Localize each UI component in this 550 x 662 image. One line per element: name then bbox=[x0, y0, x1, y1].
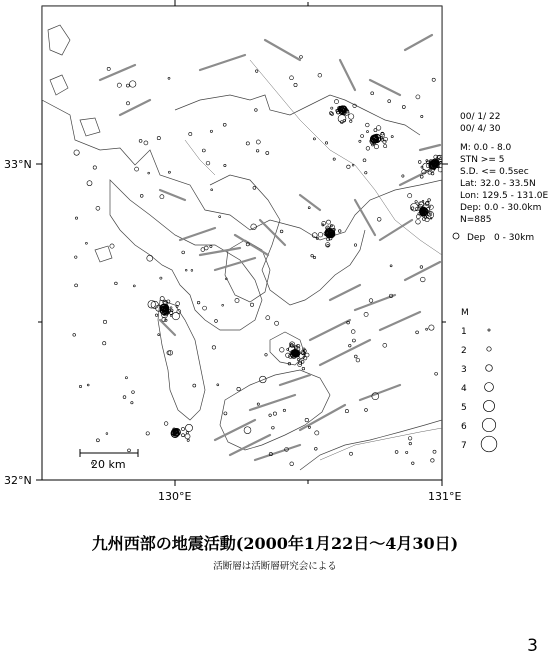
earthquake-marker bbox=[313, 256, 315, 258]
magnitude-legend-circle bbox=[485, 383, 494, 392]
magnitude-legend-circle bbox=[488, 329, 490, 331]
scale-bar-label: 20 km bbox=[91, 458, 126, 471]
earthquake-marker bbox=[433, 450, 436, 453]
earthquake-marker bbox=[139, 139, 142, 142]
earthquake-marker bbox=[338, 230, 341, 233]
earthquake-marker bbox=[415, 201, 417, 203]
earthquake-marker bbox=[160, 195, 164, 199]
earthquake-marker bbox=[290, 462, 294, 466]
fault-trace bbox=[215, 258, 255, 270]
earthquake-marker bbox=[290, 76, 294, 80]
earthquake-marker bbox=[255, 109, 258, 112]
earthquake-marker bbox=[390, 265, 392, 267]
earthquake-marker bbox=[273, 412, 276, 415]
earthquake-marker bbox=[193, 384, 196, 387]
earthquake-marker bbox=[144, 141, 148, 145]
earthquake-marker bbox=[275, 321, 279, 325]
fault-trace bbox=[215, 420, 255, 440]
earthquake-marker bbox=[244, 427, 251, 434]
earthquake-marker bbox=[418, 161, 421, 164]
depth-legend-label: Dep bbox=[467, 233, 486, 243]
earthquake-marker bbox=[318, 73, 322, 77]
magnitude-legend-title: M bbox=[461, 308, 469, 318]
earthquake-marker bbox=[369, 299, 373, 303]
earthquake-marker bbox=[352, 164, 354, 166]
fault-trace bbox=[250, 395, 295, 410]
border-nagasaki-saga bbox=[185, 140, 215, 175]
lat-label-33n: 33°N bbox=[4, 158, 32, 171]
earthquake-marker bbox=[191, 269, 193, 271]
earthquake-marker bbox=[429, 205, 433, 209]
earthquake-marker bbox=[164, 422, 168, 426]
fault-trace bbox=[230, 435, 270, 455]
magnitude-legend-label: 5 bbox=[461, 403, 467, 413]
earthquake-marker bbox=[297, 358, 299, 360]
earthquake-marker bbox=[157, 136, 160, 139]
page-number: 3 bbox=[527, 636, 538, 656]
map-frame bbox=[42, 6, 442, 480]
depth-legend-symbol bbox=[453, 233, 459, 239]
earthquake-marker bbox=[237, 387, 241, 391]
fault-trace bbox=[200, 55, 245, 70]
earthquake-marker bbox=[210, 245, 212, 247]
earthquake-marker bbox=[327, 244, 329, 246]
earthquake-marker bbox=[189, 132, 192, 135]
earthquake-marker bbox=[123, 396, 126, 399]
earthquake-marker bbox=[318, 232, 323, 237]
earthquake-marker bbox=[426, 328, 428, 330]
earthquake-marker bbox=[210, 130, 212, 132]
earthquake-marker bbox=[73, 334, 76, 337]
magnitude-legend-label: 2 bbox=[461, 346, 467, 356]
fault-trace bbox=[120, 100, 150, 115]
coastline-west-islands bbox=[48, 25, 112, 262]
earthquake-marker bbox=[432, 78, 435, 81]
earthquake-marker bbox=[325, 142, 327, 144]
prefecture-borders bbox=[185, 60, 442, 460]
earthquake-marker bbox=[365, 172, 367, 174]
earthquake-marker bbox=[204, 246, 208, 250]
info-magnitude: M: 0.0 - 8.0 bbox=[460, 143, 512, 153]
earthquake-marker bbox=[255, 70, 258, 73]
earthquake-marker bbox=[351, 330, 355, 334]
earthquake-marker bbox=[148, 172, 150, 174]
earthquake-marker bbox=[103, 320, 106, 323]
earthquake-marker bbox=[334, 100, 338, 104]
earthquake-marker bbox=[215, 320, 218, 323]
magnitude-legend-label: 3 bbox=[461, 365, 467, 375]
earthquake-marker bbox=[302, 367, 305, 370]
fault-trace bbox=[180, 228, 215, 240]
depth-legend-range: 0 - 30km bbox=[494, 233, 535, 243]
earthquake-marker bbox=[211, 189, 213, 191]
earthquake-marker bbox=[395, 451, 398, 454]
earthquake-marker bbox=[374, 144, 378, 148]
earthquake-marker bbox=[435, 372, 438, 375]
earthquake-marker bbox=[416, 331, 419, 334]
info-stations: STN >= 5 bbox=[460, 155, 505, 165]
info-sd: S.D. <= 0.5sec bbox=[460, 167, 529, 177]
depth-legend bbox=[453, 233, 534, 243]
earthquake-marker bbox=[259, 376, 266, 383]
magnitude-legend bbox=[461, 308, 497, 452]
earthquake-marker bbox=[170, 307, 172, 309]
map-caption-title: 九州西部の地震活動(2000年1月22日～4月30日) bbox=[91, 534, 459, 553]
scale-bar bbox=[80, 449, 138, 457]
earthquake-layer bbox=[73, 55, 443, 465]
earthquake-marker bbox=[75, 256, 77, 258]
earthquake-marker bbox=[257, 403, 259, 405]
earthquake-marker bbox=[85, 242, 87, 244]
info-date-start: 00/ 1/ 22 bbox=[460, 112, 501, 122]
earthquake-marker bbox=[286, 353, 290, 357]
earthquake-marker bbox=[266, 151, 269, 154]
fault-trace bbox=[200, 248, 240, 255]
earthquake-marker bbox=[203, 306, 207, 310]
earthquake-marker bbox=[315, 431, 319, 435]
earthquake-marker bbox=[266, 316, 270, 320]
earthquake-marker bbox=[246, 142, 249, 145]
fault-layer bbox=[100, 35, 440, 460]
earthquake-marker bbox=[429, 325, 434, 330]
earthquake-marker bbox=[106, 433, 108, 435]
earthquake-marker bbox=[224, 164, 226, 166]
fault-trace bbox=[160, 320, 175, 335]
earthquake-marker bbox=[222, 304, 224, 306]
info-depth: Dep: 0.0 - 30.0km bbox=[460, 203, 542, 213]
fault-trace bbox=[400, 170, 430, 185]
earthquake-marker bbox=[354, 355, 357, 358]
coastline-nagasaki-peninsula bbox=[110, 180, 262, 330]
earthquake-marker bbox=[408, 437, 412, 441]
earthquake-marker bbox=[280, 230, 283, 233]
earthquake-marker bbox=[158, 334, 160, 336]
earthquake-marker bbox=[371, 92, 374, 95]
earthquake-marker bbox=[185, 269, 187, 271]
earthquake-marker bbox=[87, 181, 92, 186]
earthquake-marker bbox=[305, 353, 309, 357]
earthquake-marker bbox=[331, 107, 333, 109]
earthquake-marker bbox=[420, 266, 423, 269]
fault-trace bbox=[405, 35, 432, 50]
earthquake-marker bbox=[135, 167, 139, 171]
earthquake-marker bbox=[181, 427, 184, 430]
earthquake-marker bbox=[420, 175, 423, 178]
earthquake-marker bbox=[421, 115, 423, 117]
earthquake-marker bbox=[354, 244, 357, 247]
earthquake-marker bbox=[416, 95, 420, 99]
fault-trace bbox=[255, 445, 300, 460]
earthquake-marker bbox=[212, 346, 216, 350]
border-kumamoto-kagoshima bbox=[320, 428, 442, 460]
earthquake-marker bbox=[412, 462, 415, 465]
earthquake-marker bbox=[402, 105, 405, 108]
earthquake-marker bbox=[391, 136, 393, 138]
earthquake-marker bbox=[253, 186, 256, 189]
earthquake-marker bbox=[110, 244, 114, 248]
magnitude-legend-label: 4 bbox=[461, 384, 467, 394]
earthquake-marker bbox=[155, 314, 157, 316]
earthquake-marker bbox=[333, 158, 335, 160]
earthquake-marker bbox=[128, 449, 131, 452]
lon-label-131e: 131°E bbox=[428, 490, 462, 503]
earthquake-marker bbox=[96, 439, 99, 442]
coastline-kagoshima bbox=[300, 420, 442, 470]
earthquake-marker bbox=[206, 161, 210, 165]
earthquake-marker bbox=[87, 384, 89, 386]
earthquake-marker bbox=[345, 409, 348, 412]
earthquake-marker bbox=[428, 199, 431, 202]
earthquake-marker bbox=[269, 414, 272, 417]
earthquake-marker bbox=[140, 194, 143, 197]
fault-trace bbox=[265, 40, 300, 60]
earthquake-marker bbox=[308, 207, 310, 209]
earthquake-marker bbox=[126, 84, 129, 87]
lat-label-32n: 32°N bbox=[4, 474, 32, 487]
earthquake-marker bbox=[132, 391, 135, 394]
earthquake-marker bbox=[223, 123, 226, 126]
earthquake-marker bbox=[280, 348, 285, 353]
earthquake-marker bbox=[93, 166, 96, 169]
earthquake-marker bbox=[185, 424, 192, 431]
info-count: N=885 bbox=[460, 215, 492, 225]
magnitude-legend-circle bbox=[481, 436, 497, 452]
earthquake-marker bbox=[126, 102, 129, 105]
earthquake-marker bbox=[366, 131, 368, 133]
earthquake-marker bbox=[348, 114, 354, 120]
earthquake-marker bbox=[225, 278, 227, 280]
lon-label-130e: 130°E bbox=[158, 490, 192, 503]
earthquake-marker bbox=[314, 447, 317, 450]
earthquake-marker bbox=[170, 315, 172, 317]
earthquake-marker bbox=[431, 459, 435, 463]
earthquake-marker bbox=[364, 312, 368, 316]
earthquake-marker bbox=[356, 358, 360, 362]
earthquake-marker bbox=[181, 434, 184, 437]
coastline-ariake-sea bbox=[210, 175, 365, 305]
info-block bbox=[460, 112, 548, 225]
fault-trace bbox=[320, 340, 370, 365]
earthquake-marker bbox=[377, 217, 381, 221]
earthquake-marker bbox=[300, 55, 303, 58]
earthquake-marker bbox=[420, 277, 425, 282]
fault-trace bbox=[300, 405, 345, 430]
earthquake-marker bbox=[217, 384, 219, 386]
earthquake-marker bbox=[366, 147, 370, 151]
earthquake-marker bbox=[147, 255, 153, 261]
earthquake-marker bbox=[365, 123, 369, 127]
earthquake-marker bbox=[107, 67, 110, 70]
earthquake-marker bbox=[131, 402, 133, 404]
earthquake-marker bbox=[416, 219, 421, 224]
magnitude-legend-circle bbox=[482, 418, 495, 431]
earthquake-marker bbox=[182, 251, 185, 254]
earthquake-marker bbox=[224, 412, 227, 415]
earthquake-marker bbox=[185, 434, 190, 439]
coastline-saga-north bbox=[175, 95, 420, 135]
earthquake-marker bbox=[250, 303, 253, 306]
fault-trace bbox=[370, 80, 400, 95]
earthquake-marker bbox=[272, 426, 275, 429]
earthquake-marker bbox=[219, 216, 221, 218]
earthquake-marker bbox=[408, 194, 412, 198]
earthquake-marker bbox=[313, 138, 315, 140]
earthquake-marker bbox=[168, 77, 170, 79]
magnitude-legend-circle bbox=[483, 400, 494, 411]
border-saga-fukuoka bbox=[250, 60, 375, 190]
earthquake-marker bbox=[187, 439, 189, 441]
earthquake-marker bbox=[411, 207, 414, 210]
earthquake-marker bbox=[308, 426, 310, 428]
magnitude-legend-circle bbox=[487, 347, 491, 351]
earthquake-marker bbox=[96, 206, 100, 210]
earthquake-marker bbox=[160, 297, 164, 301]
earthquake-marker bbox=[388, 100, 391, 103]
earthquake-marker bbox=[431, 172, 434, 175]
earthquake-marker bbox=[74, 150, 79, 155]
earthquake-marker bbox=[374, 129, 377, 132]
earthquake-marker bbox=[256, 149, 259, 152]
earthquake-marker bbox=[428, 171, 431, 174]
earthquake-marker bbox=[416, 215, 420, 219]
fault-trace bbox=[330, 285, 360, 300]
earthquake-marker bbox=[129, 81, 136, 88]
earthquake-marker bbox=[363, 159, 366, 162]
earthquake-marker bbox=[115, 282, 118, 285]
earthquake-marker bbox=[352, 339, 355, 342]
earthquake-marker bbox=[359, 140, 361, 142]
earthquake-marker bbox=[349, 452, 352, 455]
info-date-end: 00/ 4/ 30 bbox=[460, 124, 501, 134]
earthquake-marker bbox=[186, 432, 188, 434]
info-lon: Lon: 129.5 - 131.0E bbox=[460, 191, 549, 201]
fault-trace bbox=[160, 190, 185, 200]
map-caption-subtitle: 活断層は活断層研究会による bbox=[213, 561, 337, 572]
magnitude-legend-label: 6 bbox=[461, 422, 467, 432]
earthquake-marker bbox=[402, 175, 404, 177]
earthquake-marker bbox=[350, 120, 352, 122]
earthquake-marker bbox=[406, 451, 408, 453]
earthquake-marker bbox=[75, 284, 78, 287]
earthquake-marker bbox=[235, 298, 239, 302]
earthquake-marker bbox=[125, 377, 127, 379]
earthquake-marker bbox=[383, 343, 387, 347]
earthquake-marker bbox=[349, 344, 352, 347]
earthquake-marker bbox=[167, 351, 171, 355]
earthquake-marker bbox=[202, 149, 205, 152]
earthquake-marker bbox=[251, 224, 257, 230]
earthquake-marker bbox=[361, 135, 364, 138]
earthquake-marker bbox=[133, 285, 135, 287]
magnitude-legend-label: 7 bbox=[461, 441, 467, 451]
earthquake-marker bbox=[365, 409, 368, 412]
earthquake-marker bbox=[168, 171, 170, 173]
earthquake-marker bbox=[311, 254, 314, 257]
earthquake-marker bbox=[103, 342, 106, 345]
earthquake-marker bbox=[160, 277, 162, 279]
earthquake-marker bbox=[384, 144, 387, 147]
earthquake-marker bbox=[294, 83, 297, 86]
earthquake-marker bbox=[347, 165, 350, 168]
earthquake-marker bbox=[305, 418, 308, 421]
coastline-kyushu-mainland bbox=[42, 6, 442, 240]
fault-trace bbox=[355, 295, 395, 310]
fault-trace bbox=[420, 145, 440, 150]
earthquake-marker bbox=[79, 385, 81, 387]
earthquake-marker bbox=[409, 442, 411, 444]
earthquake-marker bbox=[197, 301, 200, 304]
fault-trace bbox=[310, 320, 350, 340]
axis-ticks bbox=[36, 0, 448, 486]
earthquake-marker bbox=[265, 354, 267, 356]
fault-trace bbox=[360, 385, 400, 400]
coastline-amakusa bbox=[220, 370, 330, 450]
earthquake-marker bbox=[256, 140, 260, 144]
earthquake-marker bbox=[75, 217, 77, 219]
fault-trace bbox=[340, 60, 355, 90]
fault-trace bbox=[280, 375, 310, 385]
earthquake-marker bbox=[326, 220, 330, 224]
earthquake-marker bbox=[146, 432, 149, 435]
magnitude-legend-label: 1 bbox=[461, 327, 467, 337]
fault-trace bbox=[235, 235, 268, 255]
earthquake-marker bbox=[283, 409, 285, 411]
earthquake-marker bbox=[176, 302, 180, 306]
info-lat: Lat: 32.0 - 33.5N bbox=[460, 179, 536, 189]
earthquake-marker bbox=[117, 83, 121, 87]
fault-trace bbox=[100, 65, 135, 80]
magnitude-legend-circle bbox=[486, 365, 493, 372]
fault-trace bbox=[380, 312, 420, 330]
earthquake-marker bbox=[338, 115, 346, 123]
